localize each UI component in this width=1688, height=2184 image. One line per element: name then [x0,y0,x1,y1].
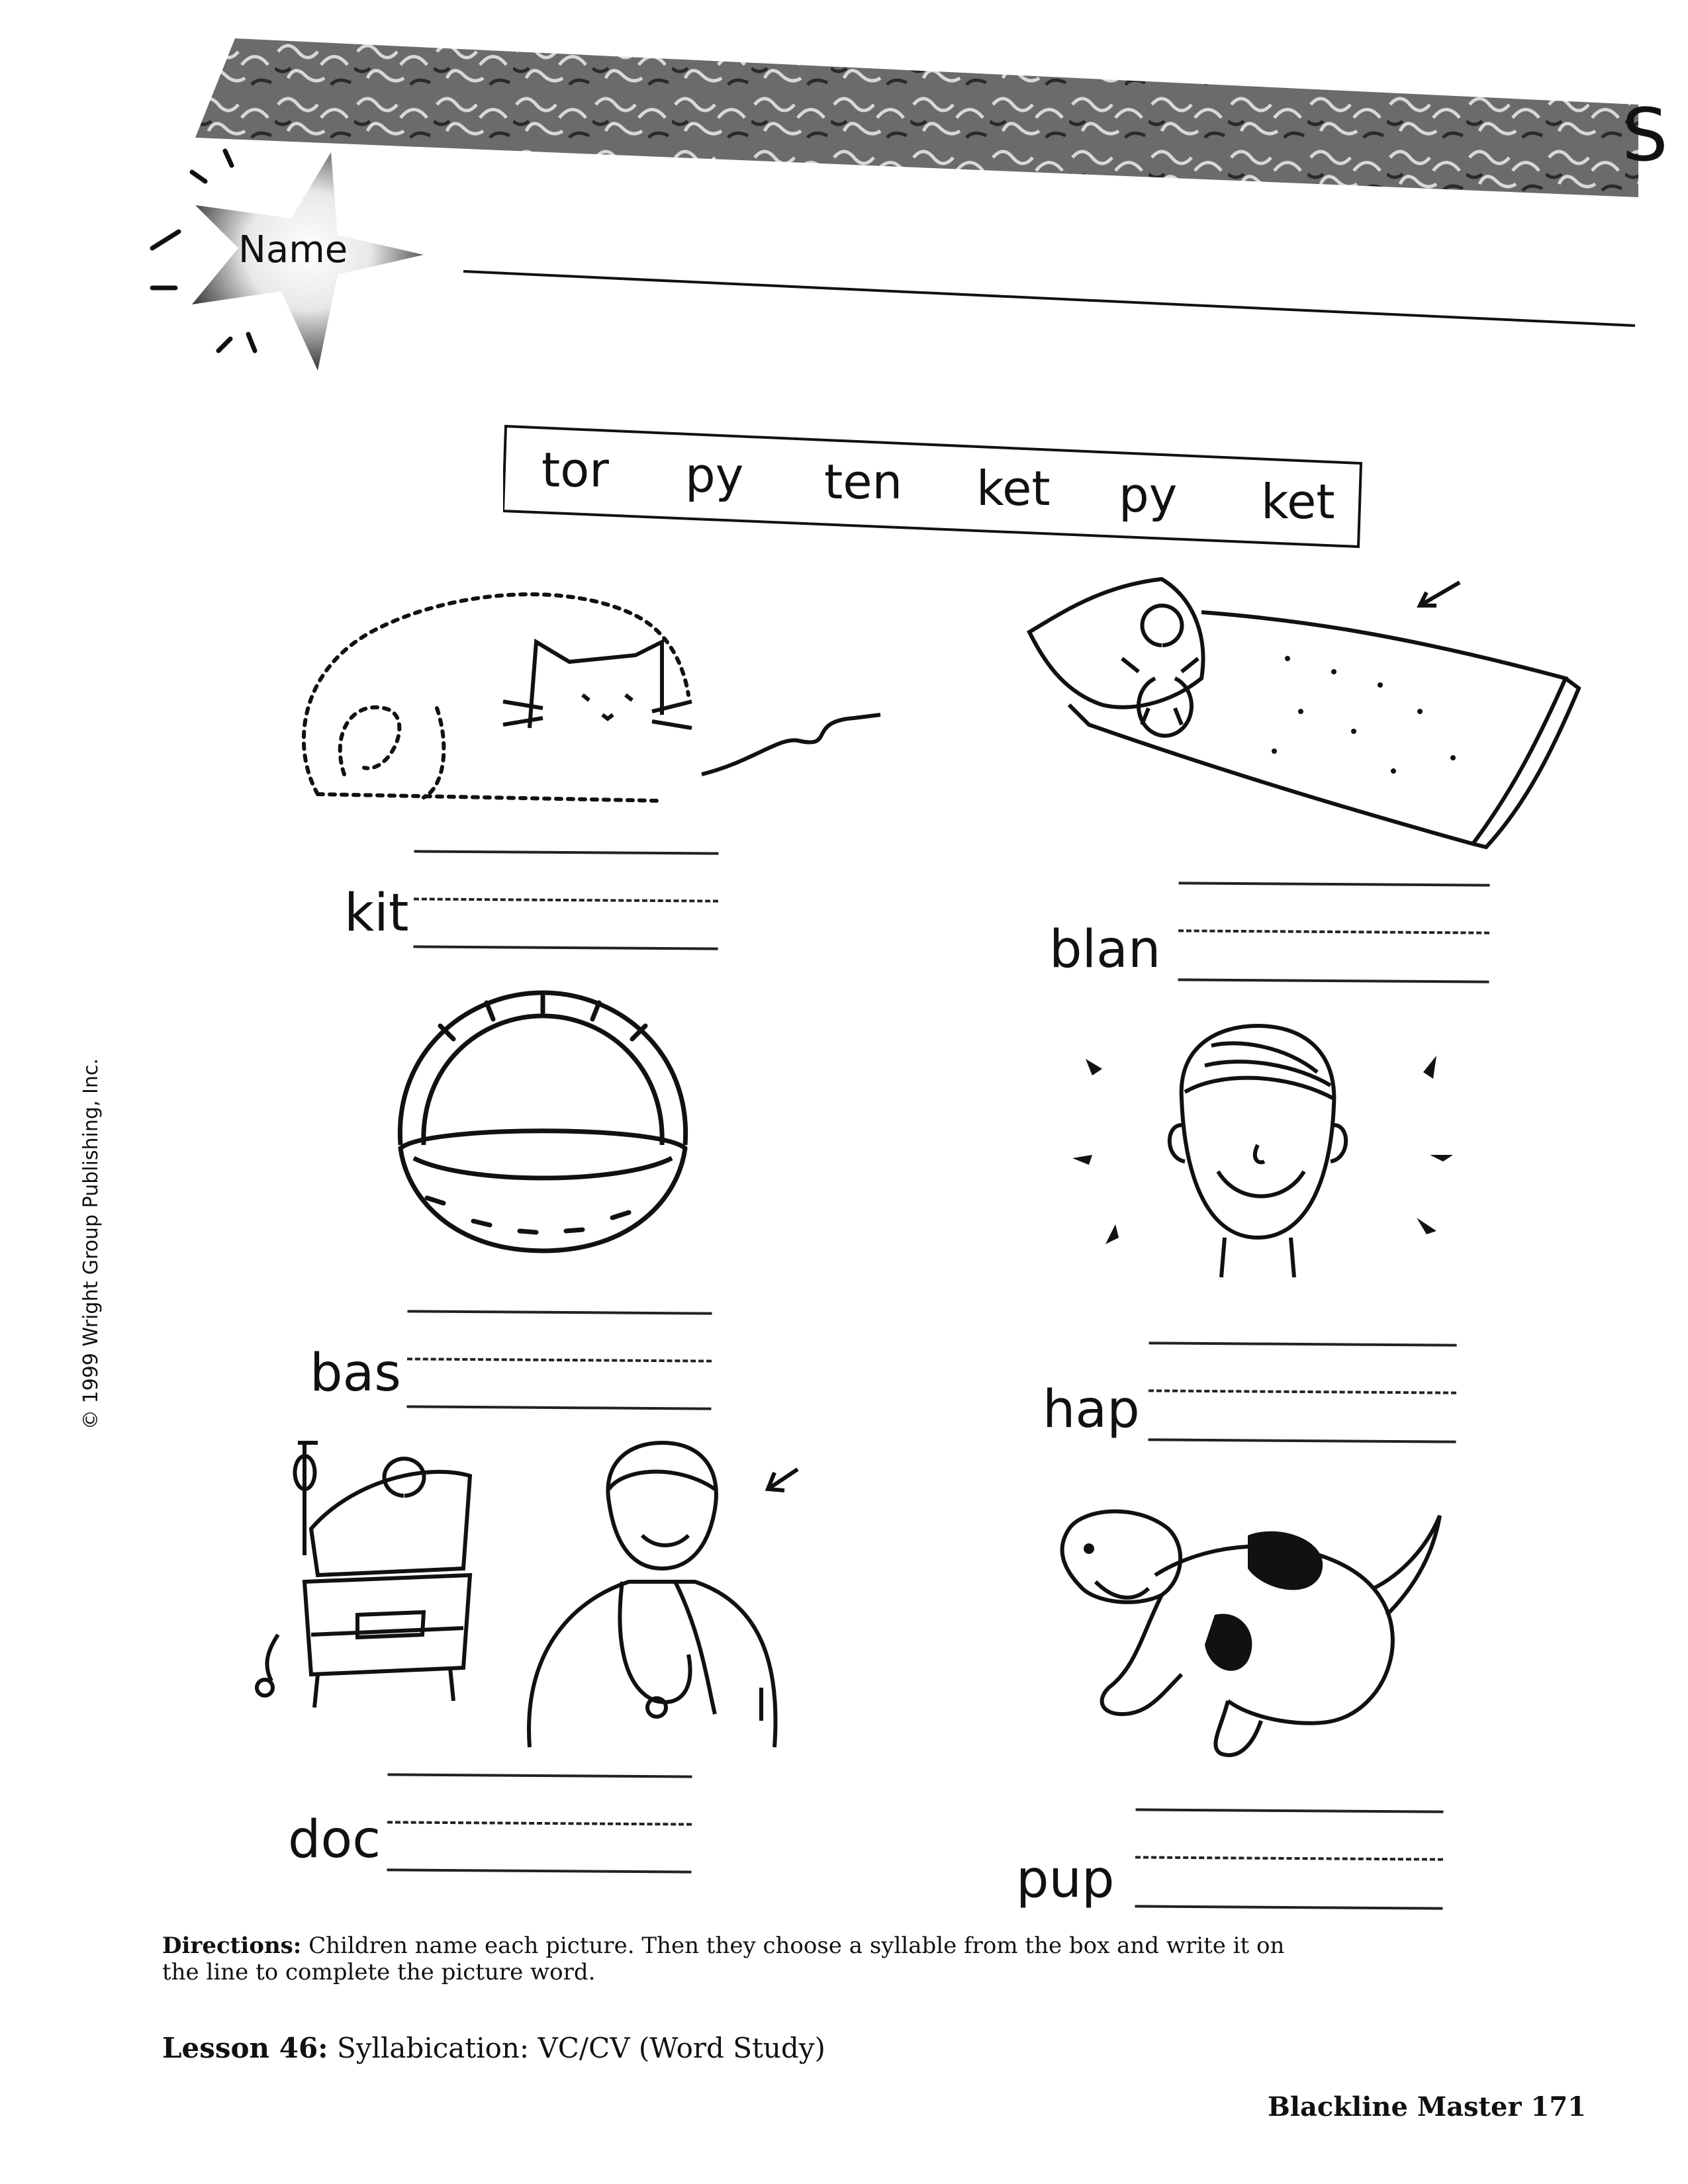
syllable-1: tor [541,442,609,498]
syllable-4: ket [976,461,1051,516]
syllable-word-box [503,424,1364,549]
header-partial-letter: S [1622,93,1668,177]
directions-body: Children name each picture. Then they choose a syllable from the box and write it on the line to complete the picture word. [162,1933,1285,1985]
doctor-icon [252,1436,834,1754]
item-label-doc: doc [288,1810,381,1870]
answer-lines-hap[interactable] [1148,1332,1456,1453]
lesson-title [162,2032,825,2064]
directions-text [162,1933,1301,1985]
lesson-body: Syllabication: VC/CV (Word Study) [337,2032,825,2064]
syllable-6: ket [1261,474,1335,529]
syllable-2: py [685,447,744,503]
lesson-lead: Lesson 46: [162,2032,328,2064]
answer-lines-bas[interactable] [406,1299,712,1420]
item-label-bas: bas [310,1343,401,1403]
name-input-line[interactable] [463,265,1635,331]
name-label: Name [238,228,348,271]
item-label-pup: pup [1016,1850,1115,1909]
blanket-icon [1023,572,1592,850]
puppy-icon [1056,1502,1466,1767]
copyright-notice: © 1999 Wright Group Publishing, Inc. [79,1058,103,1430]
directions-lead: Directions: [162,1933,302,1959]
happy-face-icon [1066,1019,1463,1284]
blackline-master-label: Blackline Master 171 [1268,2091,1586,2122]
answer-lines-pup[interactable] [1135,1799,1443,1920]
basket-icon [387,986,698,1257]
item-label-hap: hap [1043,1380,1140,1439]
item-label-kit: kit [344,884,409,943]
answer-lines-blan[interactable] [1178,872,1489,993]
syllable-5: py [1119,467,1178,523]
item-label-blan: blan [1049,920,1161,979]
syllable-3: ten [824,454,903,510]
kitten-icon [291,576,980,807]
answer-lines-kit[interactable] [413,839,718,960]
answer-lines-doc[interactable] [387,1762,692,1884]
